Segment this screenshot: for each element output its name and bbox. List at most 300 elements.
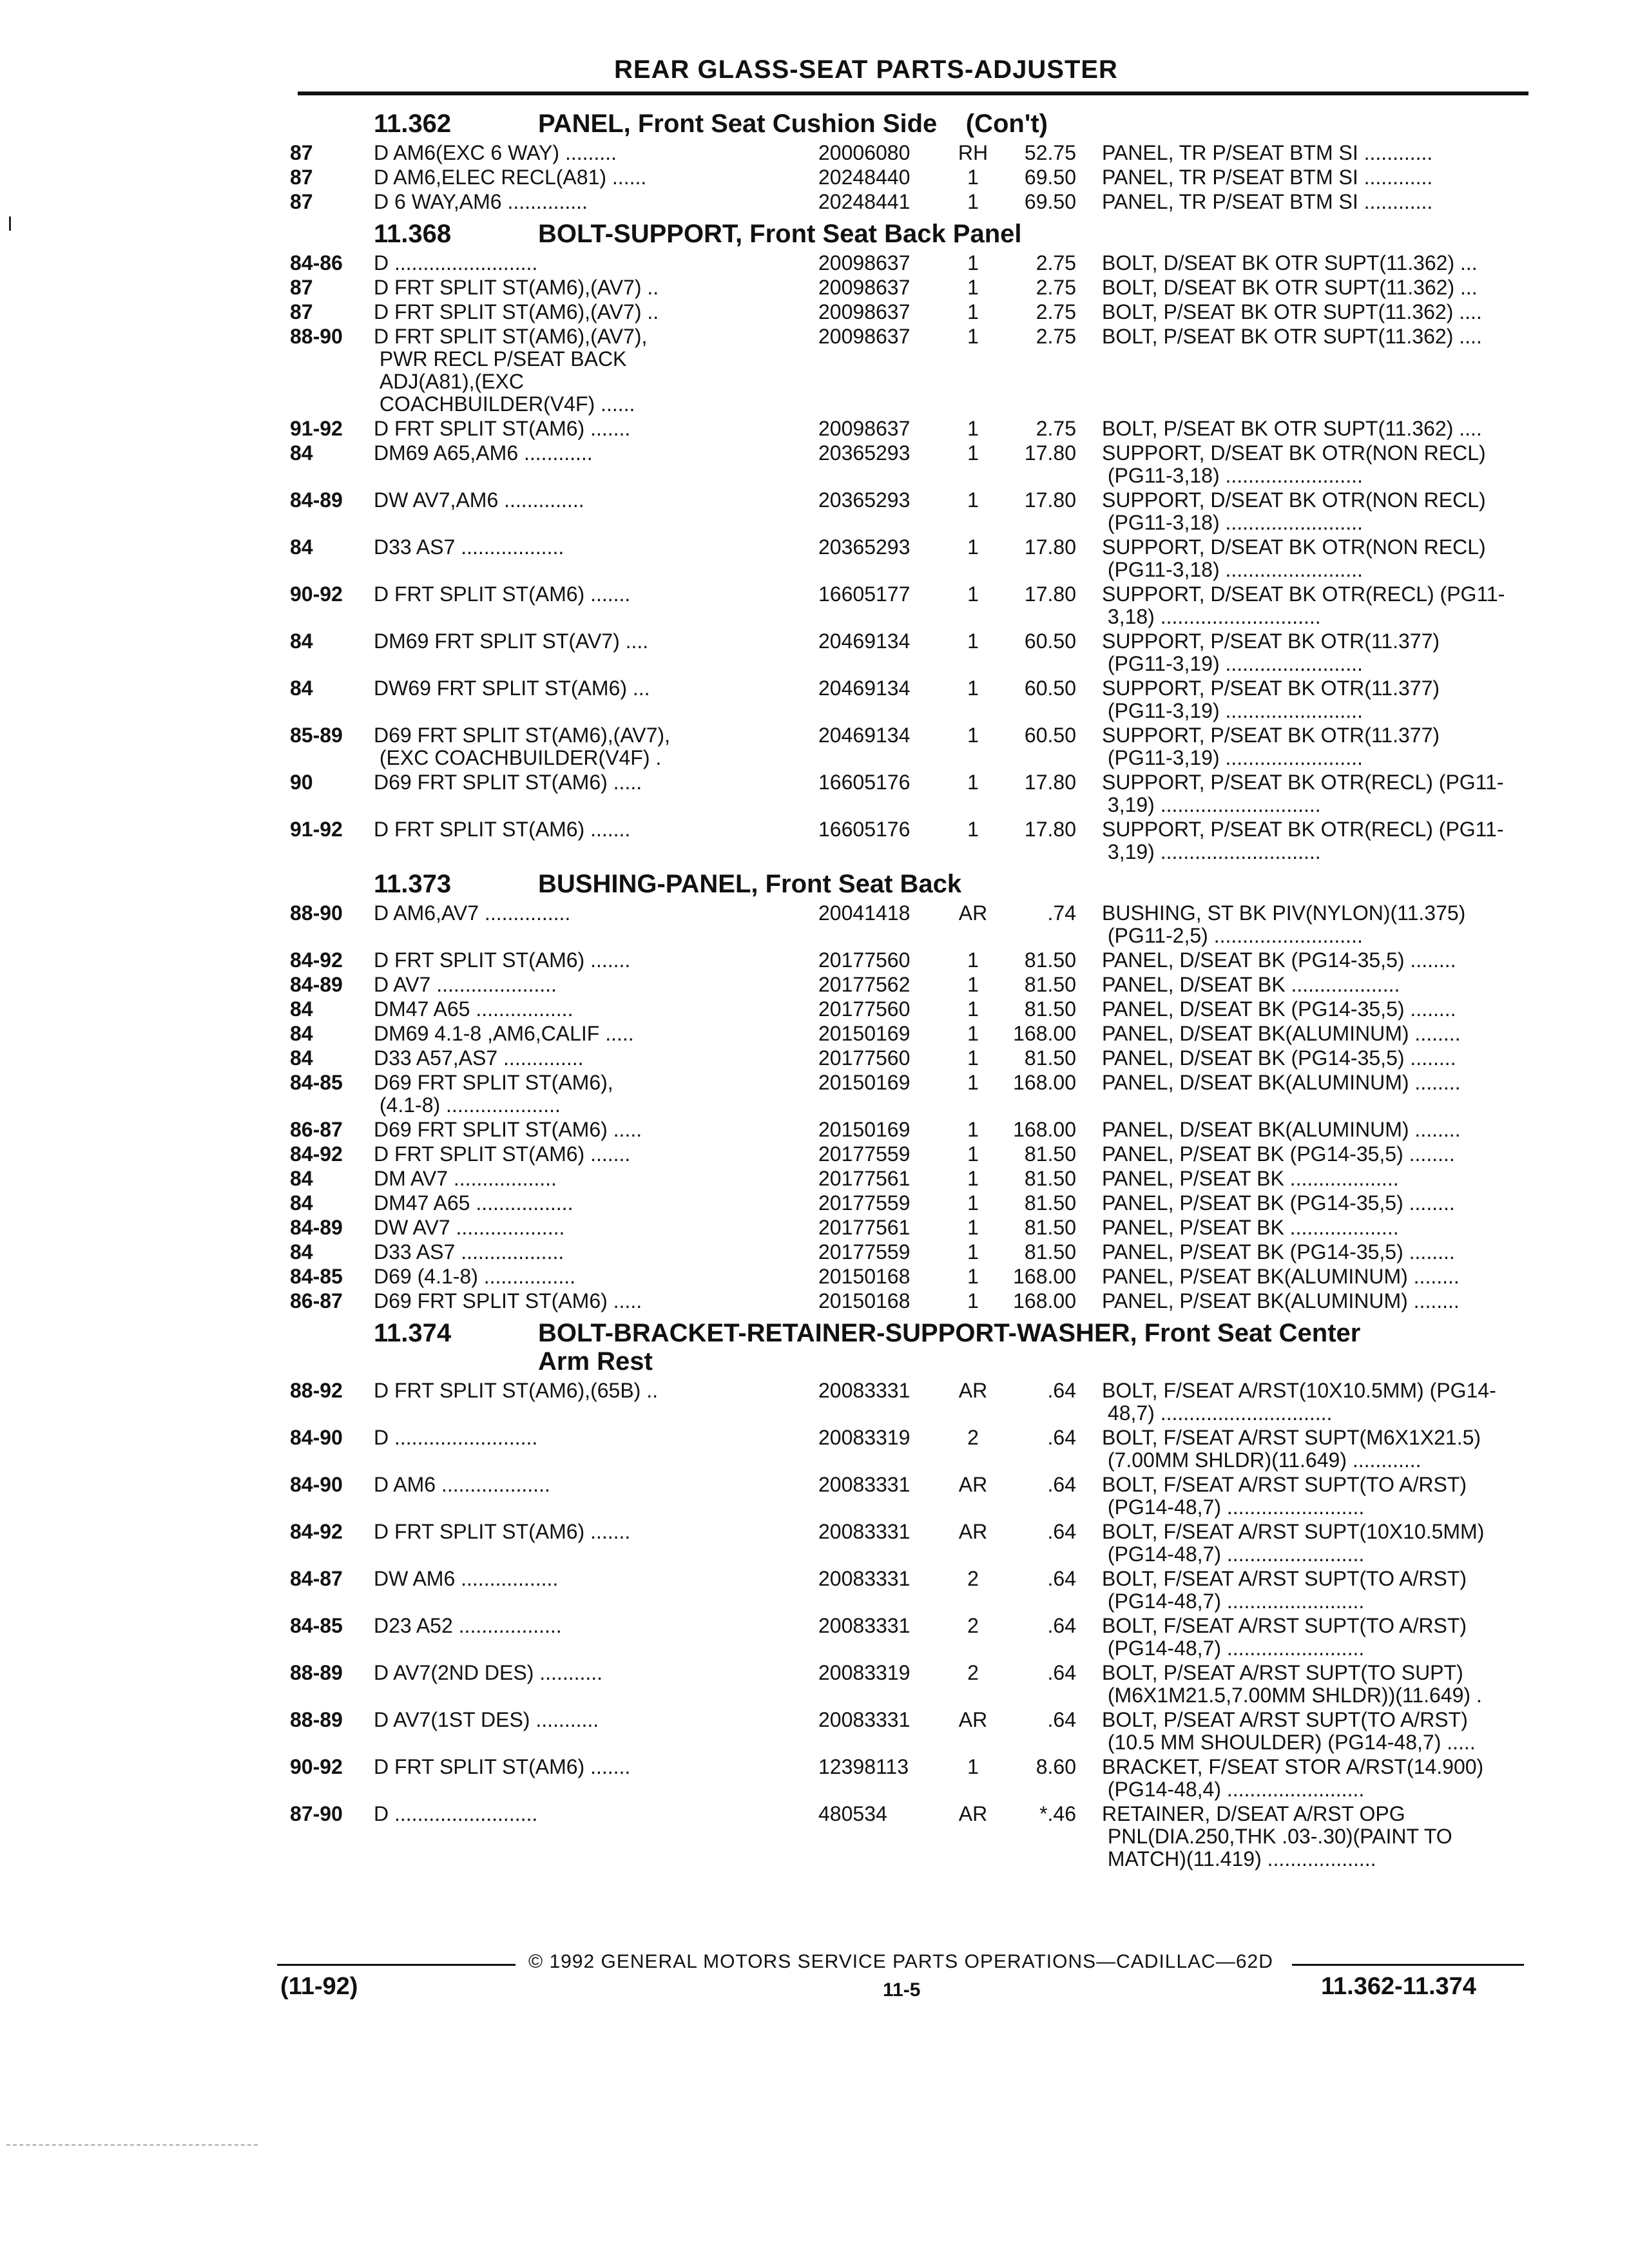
part-number: 20177561	[818, 1167, 911, 1190]
margin-mark	[9, 216, 11, 231]
model-years: 87-90	[290, 1802, 343, 1825]
model-years: 84-85	[290, 1614, 343, 1637]
part-row	[290, 325, 1534, 416]
price: .64	[1047, 1708, 1076, 1731]
part-name: PANEL, P/SEAT BK ...................	[1102, 1216, 1399, 1239]
quantity: 2	[967, 1614, 979, 1637]
model-years: 84-92	[290, 948, 343, 972]
model-description: D AV7 .....................	[374, 973, 557, 996]
model-description: D AV7(1ST DES) ...........	[374, 1708, 599, 1731]
quantity: 1	[967, 973, 979, 996]
part-row	[290, 1216, 1534, 1239]
quantity: 1	[967, 1755, 979, 1778]
part-row	[290, 583, 1534, 628]
part-number: 20083331	[818, 1520, 911, 1543]
model-years: 84	[290, 1240, 313, 1264]
model-years: 86-87	[290, 1289, 343, 1312]
model-years: 88-90	[290, 325, 343, 348]
model-years: 84	[290, 629, 313, 653]
part-row	[290, 724, 1534, 769]
model-description: DM69 FRT SPLIT ST(AV7) ....	[374, 629, 649, 653]
model-description: D33 AS7 ..................	[374, 535, 564, 559]
model-years: 91-92	[290, 818, 343, 841]
part-row	[290, 1709, 1534, 1754]
part-name: BOLT, P/SEAT A/RST SUPT(TO A/RST) (10.5 MM SHOULDER) (PG14-48,7) .....	[1102, 1708, 1476, 1754]
part-name: BOLT, D/SEAT BK OTR SUPT(11.362) ...	[1102, 276, 1478, 299]
section-title: BOLT-BRACKET-RETAINER-SUPPORT-WASHER, Front Seat Center Arm Rest	[538, 1319, 1361, 1376]
price: 60.50	[1024, 724, 1076, 747]
quantity: 1	[967, 1240, 979, 1264]
part-number: 20150168	[818, 1265, 911, 1288]
part-row	[290, 1427, 1534, 1472]
quantity: 1	[967, 1118, 979, 1141]
model-years: 87	[290, 276, 313, 299]
model-description: D33 A57,AS7 ..............	[374, 1046, 584, 1070]
section-title: BUSHING-PANEL, Front Seat Back	[538, 870, 962, 898]
model-description: D69 FRT SPLIT ST(AM6) .....	[374, 771, 642, 794]
model-years: 84-89	[290, 1216, 343, 1239]
price: 17.80	[1024, 818, 1076, 841]
part-row	[290, 276, 1534, 299]
price: 168.00	[1013, 1265, 1076, 1288]
model-years: 86-87	[290, 1118, 343, 1141]
part-number: 20098637	[818, 251, 911, 274]
part-row	[290, 818, 1534, 863]
model-description: DM47 A65 .................	[374, 997, 574, 1021]
part-number: 20177561	[818, 1216, 911, 1239]
price: 81.50	[1024, 1046, 1076, 1070]
model-years: 88-90	[290, 901, 343, 925]
part-row	[290, 949, 1534, 972]
part-name: SUPPORT, P/SEAT BK OTR(11.377) (PG11-3,19) ........................	[1102, 629, 1440, 675]
model-years: 84	[290, 677, 313, 700]
part-name: SUPPORT, P/SEAT BK OTR(RECL) (PG11- 3,19) ............................	[1102, 818, 1504, 863]
model-description: DM69 A65,AM6 ............	[374, 441, 593, 465]
part-name: BOLT, F/SEAT A/RST SUPT(TO A/RST) (PG14-48,7) ........................	[1102, 1473, 1467, 1519]
model-years: 84	[290, 1167, 313, 1190]
footer-rule-right	[1292, 1964, 1524, 1966]
section-number: 11.368	[374, 220, 452, 248]
part-number: 20365293	[818, 535, 911, 559]
part-number: 20150169	[818, 1118, 911, 1141]
price: 81.50	[1024, 997, 1076, 1021]
quantity: 1	[967, 300, 979, 323]
part-number: 20150168	[818, 1289, 911, 1312]
part-name: PANEL, P/SEAT BK (PG14-35,5) ........	[1102, 1142, 1455, 1166]
section-number: 11.373	[374, 870, 452, 898]
part-row	[290, 142, 1534, 164]
price: 81.50	[1024, 948, 1076, 972]
price: .64	[1047, 1379, 1076, 1402]
model-years: 84-89	[290, 488, 343, 512]
model-description: D FRT SPLIT ST(AM6) .......	[374, 417, 631, 440]
price: .64	[1047, 1520, 1076, 1543]
model-description: DM AV7 ..................	[374, 1167, 557, 1190]
quantity: AR	[958, 901, 988, 925]
price: 52.75	[1024, 141, 1076, 164]
part-number: 20469134	[818, 677, 911, 700]
price: .64	[1047, 1567, 1076, 1590]
part-name: PANEL, TR P/SEAT BTM SI ............	[1102, 190, 1433, 213]
quantity: 2	[967, 1426, 979, 1449]
part-name: PANEL, P/SEAT BK(ALUMINUM) ........	[1102, 1265, 1460, 1288]
quantity: 1	[967, 1191, 979, 1215]
part-number: 20083319	[818, 1661, 911, 1684]
section-header	[290, 220, 1534, 248]
price: .74	[1047, 901, 1076, 925]
part-name: PANEL, P/SEAT BK(ALUMINUM) ........	[1102, 1289, 1460, 1312]
model-description: DM69 4.1-8 ,AM6,CALIF .....	[374, 1022, 634, 1045]
quantity: 1	[967, 1046, 979, 1070]
part-name: SUPPORT, D/SEAT BK OTR(NON RECL) (PG11-3,18) ........................	[1102, 535, 1486, 581]
part-row	[290, 1615, 1534, 1660]
price: 2.75	[1036, 300, 1076, 323]
part-name: SUPPORT, P/SEAT BK OTR(11.377) (PG11-3,19) ........................	[1102, 677, 1440, 722]
price: *.46	[1039, 1802, 1076, 1825]
part-row	[290, 1119, 1534, 1141]
part-number: 20177559	[818, 1191, 911, 1215]
model-years: 84	[290, 535, 313, 559]
model-description: D FRT SPLIT ST(AM6),(AV7), PWR RECL P/SEAT BACK ADJ(A81),(EXC COACHBUILDER(V4F) ......	[374, 325, 648, 416]
part-name: PANEL, P/SEAT BK (PG14-35,5) ........	[1102, 1240, 1455, 1264]
quantity: 1	[967, 1142, 979, 1166]
price: 2.75	[1036, 325, 1076, 348]
price: 81.50	[1024, 1142, 1076, 1166]
part-name: BOLT, P/SEAT BK OTR SUPT(11.362) ....	[1102, 300, 1482, 323]
part-number: 20248440	[818, 166, 911, 189]
part-row	[290, 1192, 1534, 1215]
page-title: REAR GLASS-SEAT PARTS-ADJUSTER	[614, 55, 1118, 84]
quantity: AR	[958, 1708, 988, 1731]
part-number: 20098637	[818, 325, 911, 348]
section-header	[290, 1319, 1534, 1376]
price: 81.50	[1024, 1191, 1076, 1215]
part-number: 20177560	[818, 948, 911, 972]
model-years: 84-86	[290, 251, 343, 274]
quantity: 1	[967, 166, 979, 189]
model-description: D69 (4.1-8) ................	[374, 1265, 575, 1288]
price: 17.80	[1024, 488, 1076, 512]
model-years: 87	[290, 300, 313, 323]
part-number: 20177559	[818, 1240, 911, 1264]
part-number: 20365293	[818, 441, 911, 465]
part-name: PANEL, D/SEAT BK(ALUMINUM) ........	[1102, 1118, 1461, 1141]
section-title: BOLT-SUPPORT, Front Seat Back Panel	[538, 220, 1022, 248]
part-row	[290, 1379, 1534, 1425]
part-number: 20083331	[818, 1379, 911, 1402]
quantity: 2	[967, 1661, 979, 1684]
part-name: SUPPORT, D/SEAT BK OTR(NON RECL) (PG11-3,18) ........................	[1102, 488, 1486, 534]
part-row	[290, 771, 1534, 816]
quantity: 1	[967, 1071, 979, 1094]
parts-catalog	[290, 103, 1534, 1872]
quantity: 1	[967, 1022, 979, 1045]
model-years: 84-87	[290, 1567, 343, 1590]
part-name: PANEL, D/SEAT BK (PG14-35,5) ........	[1102, 1046, 1456, 1070]
model-description: D FRT SPLIT ST(AM6) .......	[374, 948, 631, 972]
model-description: D AM6,AV7 ...............	[374, 901, 571, 925]
price: .64	[1047, 1614, 1076, 1637]
model-years: 84	[290, 997, 313, 1021]
quantity: 1	[967, 1289, 979, 1312]
part-row	[290, 252, 1534, 274]
model-years: 84-90	[290, 1426, 343, 1449]
model-description: D69 FRT SPLIT ST(AM6) .....	[374, 1289, 642, 1312]
model-description: DM47 A65 .................	[374, 1191, 574, 1215]
part-name: BRACKET, F/SEAT STOR A/RST(14.900) (PG14-48,4) ........................	[1102, 1755, 1484, 1801]
part-number: 20098637	[818, 417, 911, 440]
model-description: DW69 FRT SPLIT ST(AM6) ...	[374, 677, 650, 700]
model-years: 87	[290, 166, 313, 189]
model-description: D FRT SPLIT ST(AM6) .......	[374, 1520, 631, 1543]
section-header	[290, 870, 1534, 898]
quantity: AR	[958, 1473, 988, 1496]
model-description: D33 AS7 ..................	[374, 1240, 564, 1264]
quantity: 2	[967, 1567, 979, 1590]
part-number: 20083331	[818, 1708, 911, 1731]
part-row	[290, 442, 1534, 487]
part-name: PANEL, D/SEAT BK (PG14-35,5) ........	[1102, 948, 1456, 972]
price: .64	[1047, 1661, 1076, 1684]
part-row	[290, 301, 1534, 323]
model-years: 84	[290, 441, 313, 465]
part-row	[290, 1072, 1534, 1117]
model-description: D 6 WAY,AM6 ..............	[374, 190, 588, 213]
section-number: 11.362	[374, 110, 452, 138]
part-name: PANEL, TR P/SEAT BTM SI ............	[1102, 166, 1433, 189]
model-years: 90-92	[290, 1755, 343, 1778]
part-row	[290, 1756, 1534, 1801]
part-row	[290, 1143, 1534, 1166]
part-name: RETAINER, D/SEAT A/RST OPG PNL(DIA.250,THK .03-.30)(PAINT TO MATCH)(11.419) ...................	[1102, 1802, 1452, 1870]
part-number: 16605176	[818, 771, 911, 794]
price: .64	[1047, 1473, 1076, 1496]
part-name: BOLT, P/SEAT BK OTR SUPT(11.362) ....	[1102, 417, 1482, 440]
part-number: 20248441	[818, 190, 911, 213]
part-number: 20098637	[818, 276, 911, 299]
part-number: 16605177	[818, 582, 911, 606]
part-name: BOLT, F/SEAT A/RST SUPT(10X10.5MM) (PG14-48,7) ........................	[1102, 1520, 1485, 1566]
quantity: 1	[967, 325, 979, 348]
quantity: 1	[967, 677, 979, 700]
price: 17.80	[1024, 771, 1076, 794]
part-number: 20006080	[818, 141, 911, 164]
model-description: D AM6(EXC 6 WAY) .........	[374, 141, 617, 164]
part-number: 20177560	[818, 997, 911, 1021]
part-name: PANEL, D/SEAT BK (PG14-35,5) ........	[1102, 997, 1456, 1021]
part-name: PANEL, P/SEAT BK ...................	[1102, 1167, 1399, 1190]
part-number: 20098637	[818, 300, 911, 323]
part-row	[290, 418, 1534, 440]
model-description: D23 A52 ..................	[374, 1614, 562, 1637]
part-row	[290, 489, 1534, 534]
model-years: 90-92	[290, 582, 343, 606]
section-number: 11.374	[374, 1319, 452, 1347]
part-row	[290, 998, 1534, 1021]
model-description: D FRT SPLIT ST(AM6),(65B) ..	[374, 1379, 658, 1402]
quantity: 1	[967, 818, 979, 841]
model-years: 84	[290, 1191, 313, 1215]
price: 8.60	[1036, 1755, 1076, 1778]
model-years: 84-85	[290, 1071, 343, 1094]
part-row	[290, 630, 1534, 675]
part-number: 20083331	[818, 1614, 911, 1637]
model-description: D .........................	[374, 1802, 538, 1825]
model-years: 85-89	[290, 724, 343, 747]
footer-section-range: 11.362-11.374	[1321, 1973, 1476, 2000]
part-row	[290, 902, 1534, 947]
price: 2.75	[1036, 417, 1076, 440]
price: 60.50	[1024, 629, 1076, 653]
part-name: BUSHING, ST BK PIV(NYLON)(11.375) (PG11-2,5) ..........................	[1102, 901, 1466, 947]
model-years: 88-92	[290, 1379, 343, 1402]
model-years: 88-89	[290, 1708, 343, 1731]
price: 2.75	[1036, 251, 1076, 274]
part-row	[290, 1521, 1534, 1566]
part-number: 20469134	[818, 629, 911, 653]
quantity: 1	[967, 417, 979, 440]
part-row	[290, 1474, 1534, 1519]
model-description: D .........................	[374, 1426, 538, 1449]
model-years: 91-92	[290, 417, 343, 440]
model-years: 90	[290, 771, 313, 794]
part-name: SUPPORT, D/SEAT BK OTR(NON RECL) (PG11-3,18) ........................	[1102, 441, 1486, 487]
price: 81.50	[1024, 1216, 1076, 1239]
quantity: 1	[967, 997, 979, 1021]
part-number: 20083331	[818, 1473, 911, 1496]
part-row	[290, 677, 1534, 722]
model-description: D FRT SPLIT ST(AM6) .......	[374, 1142, 631, 1166]
quantity: 1	[967, 724, 979, 747]
footer-copyright: © 1992 GENERAL MOTORS SERVICE PARTS OPERATIONS—CADILLAC—62D	[528, 1951, 1273, 1972]
part-name: PANEL, P/SEAT BK (PG14-35,5) ........	[1102, 1191, 1455, 1215]
footer-date-code: (11-92)	[280, 1973, 358, 2000]
quantity: 1	[967, 190, 979, 213]
model-description: D69 FRT SPLIT ST(AM6) .....	[374, 1118, 642, 1141]
part-name: SUPPORT, P/SEAT BK OTR(11.377) (PG11-3,19) ........................	[1102, 724, 1440, 769]
part-row	[290, 1168, 1534, 1190]
quantity: 1	[967, 948, 979, 972]
model-years: 84-90	[290, 1473, 343, 1496]
price: 17.80	[1024, 582, 1076, 606]
price: 168.00	[1013, 1071, 1076, 1094]
part-name: SUPPORT, P/SEAT BK OTR(RECL) (PG11- 3,19) ............................	[1102, 771, 1504, 816]
part-name: BOLT, P/SEAT BK OTR SUPT(11.362) ....	[1102, 325, 1482, 348]
quantity: 1	[967, 535, 979, 559]
part-name: BOLT, F/SEAT A/RST SUPT(TO A/RST) (PG14-48,7) ........................	[1102, 1614, 1467, 1660]
model-years: 87	[290, 190, 313, 213]
model-years: 87	[290, 141, 313, 164]
part-number: 20083331	[818, 1567, 911, 1590]
section-header	[290, 110, 1534, 138]
part-number: 20083319	[818, 1426, 911, 1449]
part-row	[290, 1023, 1534, 1045]
model-years: 84-89	[290, 973, 343, 996]
part-name: BOLT, F/SEAT A/RST SUPT(TO A/RST) (PG14-48,7) ........................	[1102, 1567, 1467, 1613]
model-years: 84-92	[290, 1520, 343, 1543]
price: 168.00	[1013, 1289, 1076, 1312]
part-row	[290, 1568, 1534, 1613]
model-years: 88-89	[290, 1661, 343, 1684]
quantity: 1	[967, 1167, 979, 1190]
quantity: 1	[967, 276, 979, 299]
quantity: 1	[967, 441, 979, 465]
price: 60.50	[1024, 677, 1076, 700]
quantity: 1	[967, 629, 979, 653]
model-description: DW AV7,AM6 ..............	[374, 488, 584, 512]
price: 17.80	[1024, 441, 1076, 465]
part-number: 480534	[818, 1802, 887, 1825]
part-row	[290, 166, 1534, 189]
model-description: D .........................	[374, 251, 538, 274]
footer-page-number: 11-5	[883, 1979, 921, 2001]
price: 69.50	[1024, 190, 1076, 213]
price: 168.00	[1013, 1022, 1076, 1045]
part-number: 20150169	[818, 1022, 911, 1045]
part-row	[290, 536, 1534, 581]
section-title: PANEL, Front Seat Cushion Side (Con't)	[538, 110, 1048, 138]
part-row	[290, 1803, 1534, 1870]
part-number: 20365293	[818, 488, 911, 512]
quantity: 1	[967, 771, 979, 794]
price: .64	[1047, 1426, 1076, 1449]
model-description: DW AM6 .................	[374, 1567, 559, 1590]
part-row	[290, 974, 1534, 996]
model-description: D AM6 ...................	[374, 1473, 550, 1496]
part-number: 20177562	[818, 973, 911, 996]
model-description: D AM6,ELEC RECL(A81) ......	[374, 166, 647, 189]
quantity: AR	[958, 1379, 988, 1402]
model-description: D FRT SPLIT ST(AM6) .......	[374, 818, 631, 841]
header-rule	[298, 91, 1528, 95]
footer-rule-left	[277, 1964, 516, 1966]
quantity: AR	[958, 1802, 988, 1825]
quantity: 1	[967, 582, 979, 606]
quantity: AR	[958, 1520, 988, 1543]
part-number: 20177559	[818, 1142, 911, 1166]
part-number: 20150169	[818, 1071, 911, 1094]
part-row	[290, 1290, 1534, 1312]
part-name: PANEL, TR P/SEAT BTM SI ............	[1102, 141, 1433, 164]
part-number: 20177560	[818, 1046, 911, 1070]
part-number: 16605176	[818, 818, 911, 841]
price: 81.50	[1024, 1167, 1076, 1190]
model-years: 84-85	[290, 1265, 343, 1288]
price: 81.50	[1024, 1240, 1076, 1264]
part-row	[290, 1265, 1534, 1288]
price: 168.00	[1013, 1118, 1076, 1141]
model-description: D AV7(2ND DES) ...........	[374, 1661, 603, 1684]
model-description: D FRT SPLIT ST(AM6),(AV7) ..	[374, 300, 659, 323]
scan-artifact	[6, 2144, 258, 2147]
model-description: D FRT SPLIT ST(AM6) .......	[374, 1755, 631, 1778]
part-row	[290, 191, 1534, 213]
model-description: D FRT SPLIT ST(AM6),(AV7) ..	[374, 276, 659, 299]
part-name: PANEL, D/SEAT BK ...................	[1102, 973, 1400, 996]
part-row	[290, 1662, 1534, 1707]
model-description: DW AV7 ...................	[374, 1216, 565, 1239]
part-number: 20041418	[818, 901, 911, 925]
model-years: 84	[290, 1046, 313, 1070]
part-number: 12398113	[818, 1755, 909, 1778]
model-years: 84-92	[290, 1142, 343, 1166]
quantity: 1	[967, 1265, 979, 1288]
model-description: D FRT SPLIT ST(AM6) .......	[374, 582, 631, 606]
part-row	[290, 1241, 1534, 1264]
price: 17.80	[1024, 535, 1076, 559]
part-name: PANEL, D/SEAT BK(ALUMINUM) ........	[1102, 1071, 1461, 1094]
price: 69.50	[1024, 166, 1076, 189]
